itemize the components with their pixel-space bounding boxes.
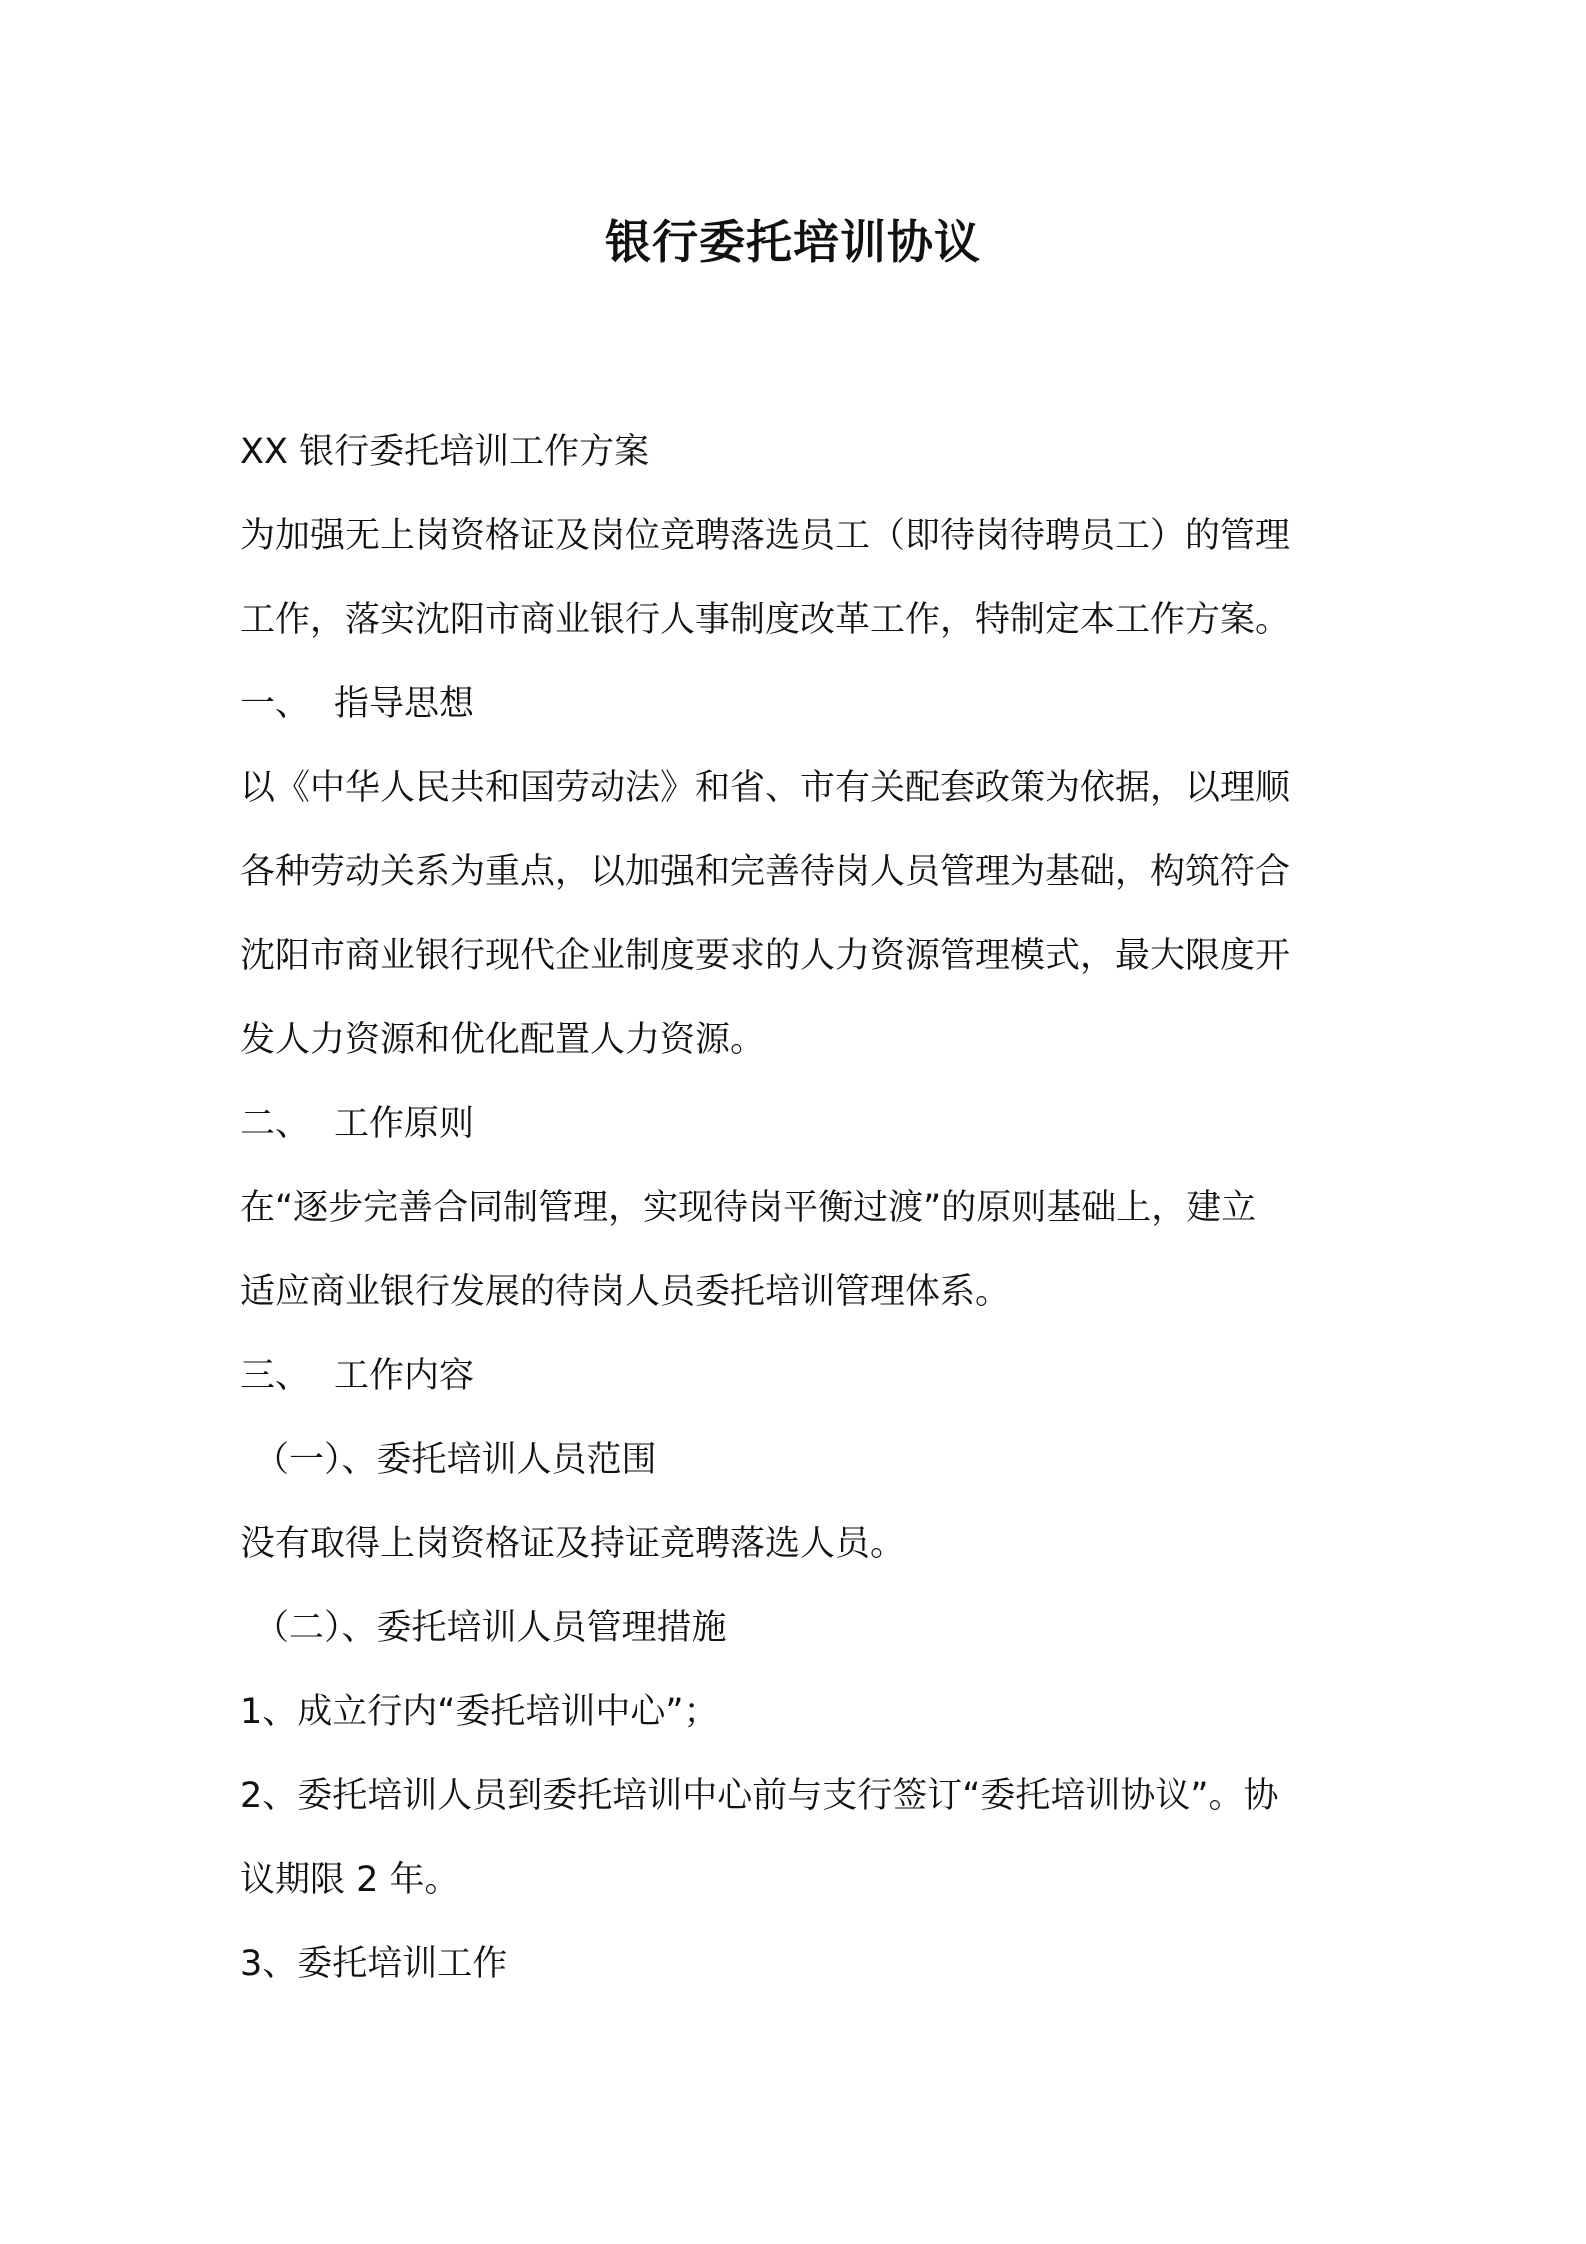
section-number: 三、 [240, 1356, 311, 1396]
section-title: 工作内容 [334, 1356, 475, 1396]
section-heading [240, 1082, 1352, 1166]
list-item: 3、委托培训工作 [240, 1944, 508, 1984]
paragraph-line: 工作，落实沈阳市商业银行人事制度改革工作，特制定本工作方案。 [240, 600, 1291, 640]
paragraph-line: 在“逐步完善合同制管理，实现待岗平衡过渡”的原则基础上，建立 [240, 1188, 1257, 1228]
paragraph-line: 为加强无上岗资格证及岗位竞聘落选员工（即待岗待聘员工）的管理 [240, 516, 1291, 556]
section-heading [240, 1334, 1352, 1418]
paragraph-line: 发人力资源和优化配置人力资源。 [240, 1020, 766, 1060]
paragraph-line: 没有取得上岗资格证及持证竞聘落选人员。 [240, 1524, 906, 1564]
section-number: 二、 [240, 1104, 311, 1144]
section-title: 工作原则 [334, 1104, 475, 1144]
paragraph-line: 议期限 2 年。 [240, 1860, 460, 1900]
section-number: 一、 [240, 684, 311, 724]
paragraph-line: 适应商业银行发展的待岗人员委托培训管理体系。 [240, 1272, 1011, 1312]
document-title: 银行委托培训协议 [605, 215, 981, 269]
subsection-heading: （一）、委托培训人员范围 [254, 1440, 657, 1480]
section-heading [240, 662, 1352, 746]
paragraph-line: 各种劳动关系为重点，以加强和完善待岗人员管理为基础，构筑符合 [240, 852, 1291, 892]
list-item: 1、成立行内“委托培训中心”； [240, 1692, 719, 1732]
section-title: 指导思想 [334, 684, 475, 724]
document-body [240, 410, 1352, 2006]
list-item: 2、委托培训人员到委托培训中心前与支行签订“委托培训协议”。协 [240, 1776, 1279, 1816]
paragraph-line: 以《中华人民共和国劳动法》和省、市有关配套政策为依据，以理顺 [240, 768, 1291, 808]
paragraph-line: 沈阳市商业银行现代企业制度要求的人力资源管理模式，最大限度开 [240, 936, 1291, 976]
plan-title: XX 银行委托培训工作方案 [240, 432, 650, 472]
subsection-heading: （二）、委托培训人员管理措施 [254, 1608, 727, 1648]
